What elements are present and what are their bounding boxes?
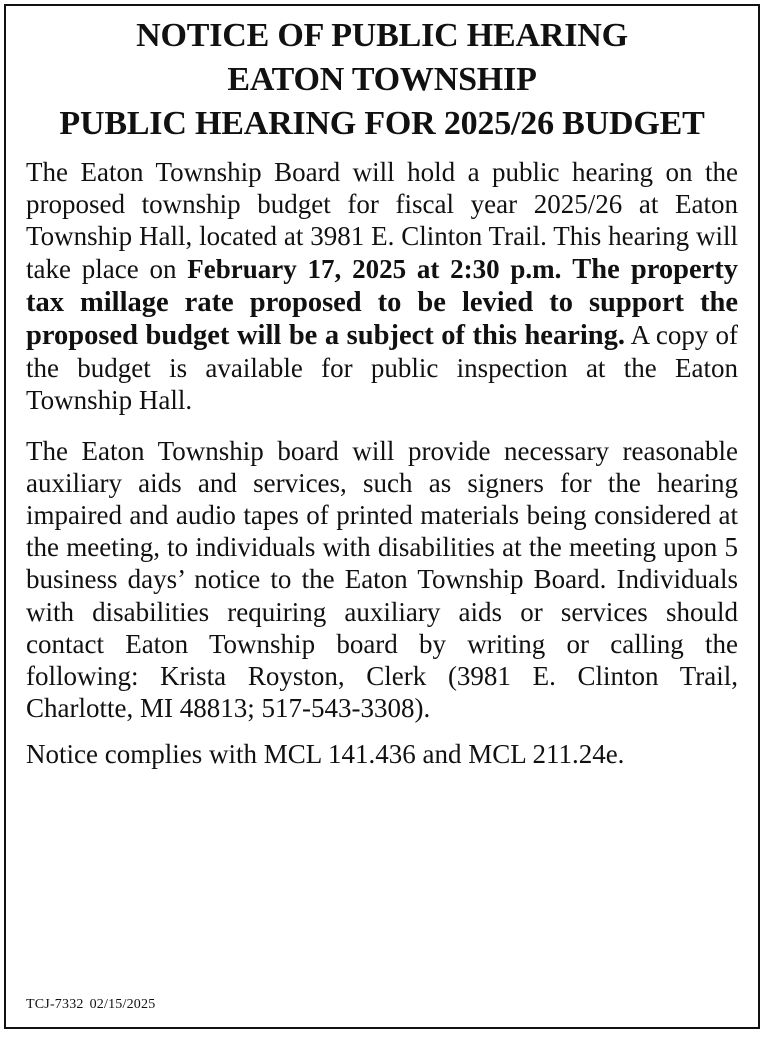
millage-statement: The property tax millage rate proposed to be levied to support the proposed budget will be a subject of this hearing.	[26, 253, 739, 352]
heading-line-3: PUBLIC HEARING FOR 2025/26 BUDGET	[59, 105, 705, 142]
hearing-details-paragraph	[26, 156, 738, 417]
heading-line-2: EATON TOWNSHIP	[227, 61, 537, 98]
reference-code: TCJ-7332	[26, 997, 84, 1012]
notice-heading	[26, 14, 738, 146]
publication-date: 02/15/2025	[89, 997, 156, 1012]
hearing-date-time: February 17, 2025 at 2:30 p.m.	[187, 253, 562, 284]
heading-line-1: NOTICE OF PUBLIC HEARING	[136, 17, 628, 54]
compliance-paragraph: Notice complies with MCL 141.436 and MCL 211.24e.	[26, 739, 625, 770]
hearing-intro-text: The Eaton Township Board will hold a public hearing on the proposed township budget for fiscal year 2025/26 at Eaton Township Hall, located at 3981 E. Clinton Trail. This hearing will take place on	[26, 157, 738, 284]
public-notice	[4, 4, 760, 1029]
budget-availability-text: A copy of the budget is available for public inspection at the Eaton Township Hall.	[26, 320, 738, 416]
accessibility-paragraph: The Eaton Township board will provide necessary reasonable auxiliary aids and services, such as signers for the hearing impaired and audio tapes of printed materials being considered at the meeting, to individuals with disabilities at the meeting upon 5 business days’ notice to the Eaton Township Board. Individuals with disabilities requiring auxiliary aids or services should contact Eaton Township board by writing or calling the following: Krista Royston, Clerk (3981 E. Clinton Trail, Charlotte, MI 48813; 517-543-3308).	[26, 435, 738, 724]
notice-footer	[26, 997, 155, 1013]
